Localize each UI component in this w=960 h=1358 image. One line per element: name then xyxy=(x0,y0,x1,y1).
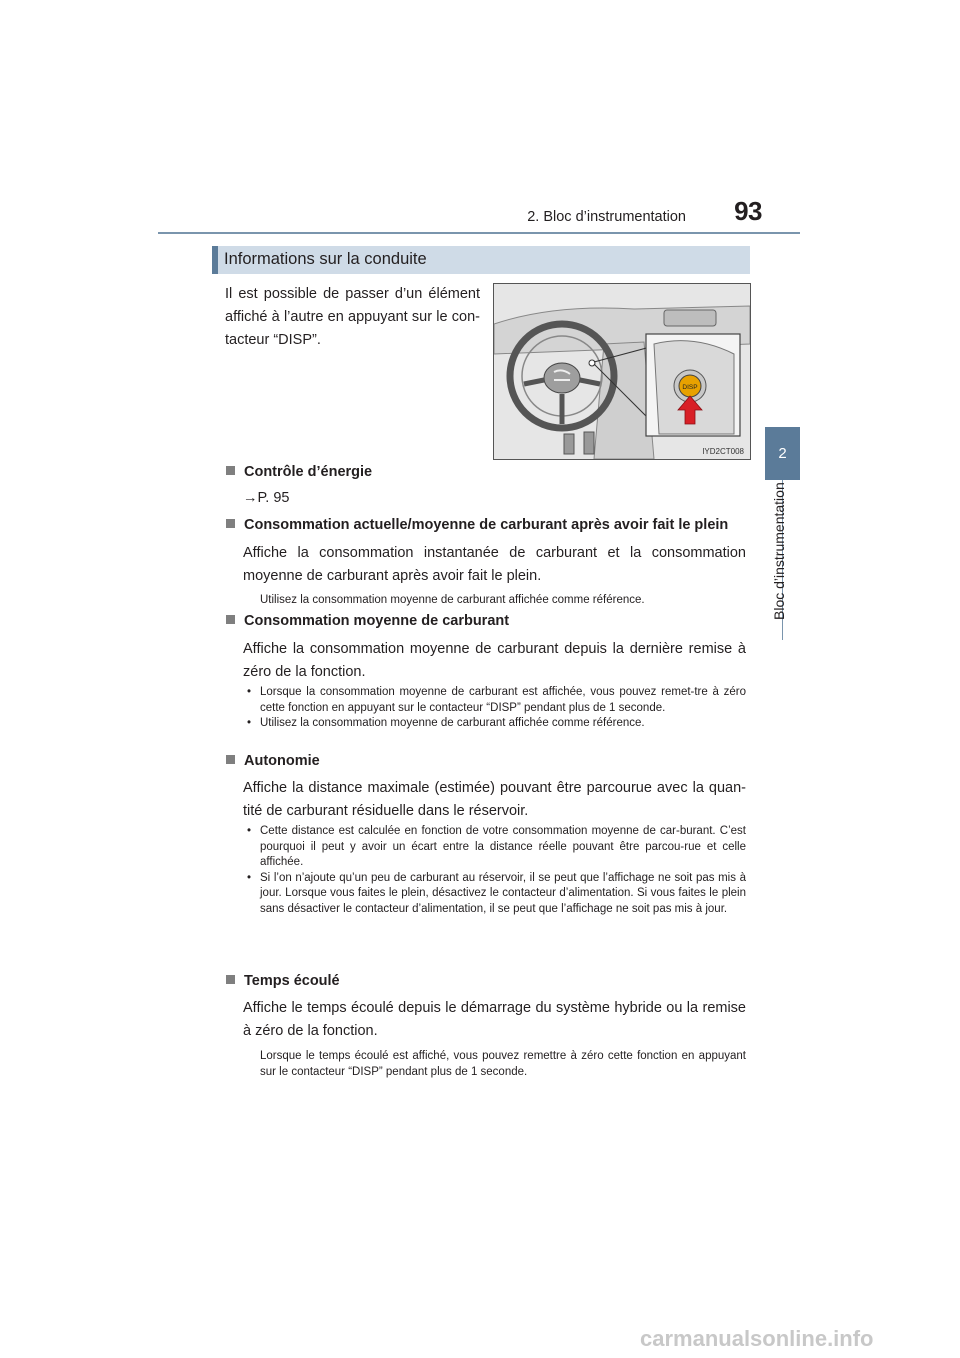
item-bullets xyxy=(244,685,746,732)
section-intro: Il est possible de passer d’un élément affiché à l’autre en appuyant sur le con-tacteur “DISP”. xyxy=(225,286,480,348)
item-bullets xyxy=(244,824,746,917)
item-heading: Consommation moyenne de carburant xyxy=(226,613,509,629)
page-number: 93 xyxy=(734,196,762,226)
chapter-tab-label: Bloc d’instrumentation xyxy=(771,482,787,620)
square-bullet-icon xyxy=(226,466,235,475)
watermark: carmanualsonline.info xyxy=(640,1326,874,1351)
item-body: Affiche la distance maximale (estimée) pouvant être parcourue avec la quan-tité de carburant résiduelle dans le réservoir. xyxy=(243,780,746,819)
section-title-bar xyxy=(212,246,750,274)
square-bullet-icon xyxy=(226,519,235,528)
header-rule xyxy=(158,232,800,234)
page-reference: →P. 95 xyxy=(243,490,290,506)
list-item: • Lorsque la consommation moyenne de carburant est affichée, vous pouvez remet-tre à zéro cette fonction en appuyant sur le contacteur “DISP” pendant plus de 1 seconde. xyxy=(247,686,746,714)
list-item: • Utilisez la consommation moyenne de carburant affichée comme référence. xyxy=(247,717,645,729)
chapter-title: 2. Bloc d’instrumentation xyxy=(527,209,686,225)
square-bullet-icon xyxy=(226,615,235,624)
section-title: Informations sur la conduite xyxy=(224,250,427,268)
figure-code: IYD2CT008 xyxy=(702,447,744,456)
item-heading: Temps écoulé xyxy=(226,973,340,989)
item-note: Lorsque le temps écoulé est affiché, vous pouvez remettre à zéro cette fonction en appuyant sur le contacteur “DISP” pendant plus de 1 seconde. xyxy=(260,1050,746,1078)
list-item: • Cette distance est calculée en fonction de votre consommation moyenne de car-burant. C’est pourquoi il peut y avoir un écart entre la distance réelle pouvant être parcou-rue et celle affichée. xyxy=(247,825,746,868)
disp-button-label: DISP xyxy=(682,384,698,391)
item-body: Affiche la consommation instantanée de carburant et la consommation moyenne de carburant après avoir fait le plein. xyxy=(243,545,746,584)
section-accent xyxy=(212,246,218,274)
steering-wheel-illustration xyxy=(494,284,750,459)
list-item: • Si l’on n’ajoute qu’un peu de carburant au réservoir, il se peut que l’affichage ne soit pas mis à jour. Lorsque vous faites le plein, désactivez le contacteur d’alimentation. Si vous faites le plein sans désactiver le contacteur d’alimentation, il se peut que l’affichage ne soit pas mis à jour. xyxy=(247,871,746,915)
item-heading: Autonomie xyxy=(226,753,320,769)
dashboard-illustration xyxy=(493,283,751,460)
item-body: Affiche la consommation moyenne de carburant depuis la dernière remise à zéro de la fonction. xyxy=(243,641,746,680)
chapter-tab: 2 xyxy=(765,427,800,480)
item-heading: Consommation actuelle/moyenne de carburant après avoir fait le plein xyxy=(226,517,728,533)
item-note: Utilisez la consommation moyenne de carburant affichée comme référence. xyxy=(260,594,645,606)
square-bullet-icon xyxy=(226,975,235,984)
item-body: Affiche le temps écoulé depuis le démarrage du système hybride ou la remise à zéro de la fonction. xyxy=(243,1000,746,1039)
item-heading: Contrôle d’énergie xyxy=(226,464,372,480)
square-bullet-icon xyxy=(226,755,235,764)
